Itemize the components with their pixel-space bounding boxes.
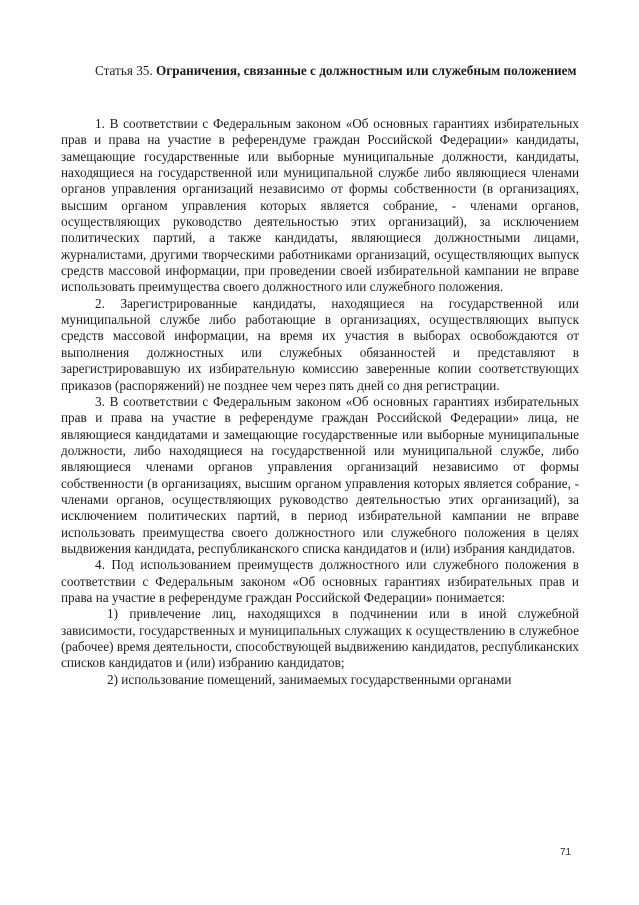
- article-label: Статья 35.: [95, 63, 153, 78]
- paragraph-2: 2. Зарегистрированные кандидаты, находящиеся на государственной или муниципальной службе либо работающие в организациях, осуществляющих выпуск средств массовой информации, на время их участия в выборах освобождаются от выполнения должностных или служебных обязанностей и представляют в зарегистрировавшую их избирательную комиссию заверенные копии соответствующих приказов (распоряжений) не позднее чем через пять дней со дня регистрации.: [61, 295, 579, 393]
- article-heading: [61, 62, 579, 79]
- paragraph-3: 3. В соответствии с Федеральным законом «Об основных гарантиях избирательных прав и права на участие в референдуме граждан Российской Федерации» лица, не являющиеся кандидатами и замещающие государственные или выборные муниципальные должности, либо находящиеся на государственной или муниципальной службе, либо являющиеся членами органов управления организаций независимо от формы собственности (в организациях, высшим органом управления которых является собрание, - членами органов, осуществляющих руководство деятельностью этих организаций), за исключением политических партий, в период избирательной кампании не вправе использовать преимущества своего должностного или служебного положения в целях выдвижения кандидата, республиканского списка кандидатов и (или) избрания кандидатов.: [61, 393, 579, 556]
- article-body: [61, 116, 579, 688]
- paragraph-4: 4. Под использованием преимуществ должностного или служебного положения в соответствии с Федеральным законом «Об основных гарантиях избирательных прав и права на участие в референдуме граждан Российской Федерации» понимается:: [61, 557, 579, 605]
- page-number: 71: [560, 847, 572, 858]
- subitem-2: 2) использование помещений, занимаемых государственными органами: [107, 671, 512, 687]
- article-title: Ограничения, связанные с должностным или служебным положением: [155, 63, 577, 78]
- subitem-1: 1) привлечение лиц, находящихся в подчинении или в иной служебной зависимости, государственных и муниципальных служащих к осуществлению в служебное (рабочее) время деятельности, способствующей выдвижению кандидатов, республиканских списков кандидатов и (или) избранию кандидатов;: [61, 606, 579, 671]
- paragraph-1: 1. В соответствии с Федеральным законом «Об основных гарантиях избирательных прав и права на участие в референдуме граждан Российской Федерации» кандидаты, замещающие государственные или выборные муниципальные должности, кандидаты, находящиеся на государственной или муниципальной службе либо являющиеся членами органов управления организаций независимо от формы собственности (в организациях, высшим органом управления которых является собрание, - членами органов, осуществляющих руководство деятельностью этих организаций), за исключением политических партий, а также кандидаты, являющиеся должностными лицами, журналистами, другими творческими работниками организаций, осуществляющих выпуск средств массовой информации, при проведении своей избирательной кампании не вправе использовать преимущества своего должностного или служебного положения.: [61, 116, 579, 295]
